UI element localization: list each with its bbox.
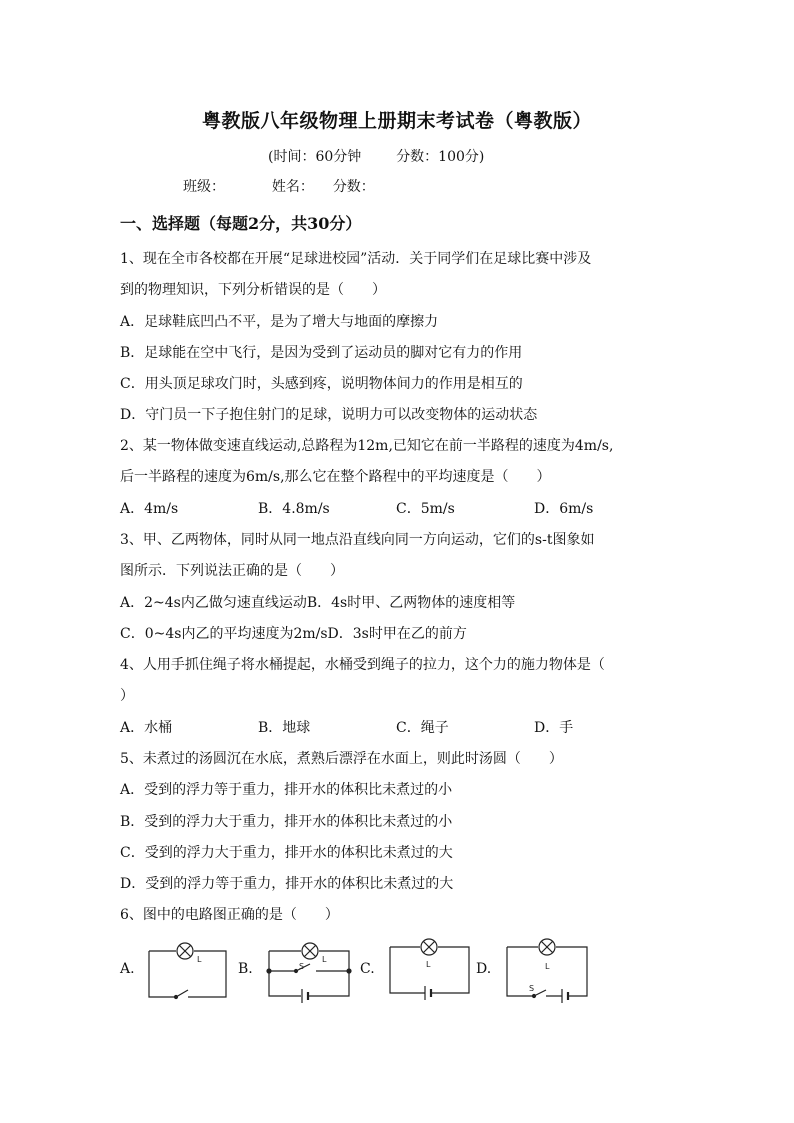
q5-option-d: D．受到的浮力等于重力，排开水的体积比未煮过的大 [120, 876, 454, 892]
q6-label-b: B. [238, 961, 253, 977]
q4-option-d: D．手 [534, 720, 574, 736]
switch-icon [533, 990, 547, 998]
section-heading: 一、选择题（每题2分，共30分） [120, 214, 362, 233]
q2-option-b: B．4.8m/s [258, 501, 330, 517]
q1-option-a: A．足球鞋底凹凸不平，是为了增大与地面的摩擦力 [120, 314, 439, 330]
lamp-label-b: L [322, 955, 327, 964]
exam-subtitle [268, 146, 484, 166]
circuit-a [149, 943, 226, 999]
q6-label-d: D. [476, 961, 492, 977]
q4-stem-line2: ） [120, 688, 134, 704]
q2-option-a: A．4m/s [120, 501, 179, 517]
lamp-label-c: L [426, 960, 431, 969]
lamp-icon [177, 943, 193, 959]
lamp-label-d: L [545, 962, 550, 971]
q1-option-d: D．守门员一下子抱住射门的足球，说明力可以改变物体的运动状态 [120, 407, 538, 423]
q4-stem-line1: 4、人用手抓住绳子将水桶提起，水桶受到绳子的拉力，这个力的施力物体是（ [120, 657, 605, 673]
q5-option-b: B．受到的浮力大于重力，排开水的体积比未煮过的小 [120, 814, 453, 830]
q6-label-a: A. [120, 961, 135, 977]
q6-label-c: C. [360, 961, 375, 977]
exam-total-score: 分数：100分) [396, 149, 485, 165]
circuit-c-wires [390, 947, 469, 993]
page-title: 粤教版八年级物理上册期末考试卷（粤教版） [201, 110, 592, 132]
switch-icon [175, 990, 189, 999]
circuit-b [267, 943, 351, 1003]
junction-dot [347, 969, 351, 973]
q1-option-b: B．足球能在空中飞行，是因为受到了运动员的脚对它有力的作用 [120, 345, 523, 361]
junction-dot [267, 969, 271, 973]
lamp-icon [421, 939, 437, 955]
q2-stem-line1: 2、某一物体做变速直线运动,总路程为12m,已知它在前一半路程的速度为4m/s, [120, 438, 614, 454]
circuit-a-wires [149, 951, 226, 997]
battery-icon [562, 989, 568, 1003]
q3-options-cd: C．0~4s内乙的平均速度为2m/sD．3s时甲在乙的前方 [120, 626, 467, 642]
q3-stem-line1: 3、甲、乙两物体，同时从同一地点沿直线向同一方向运动，它们的s-t图象如 [120, 532, 595, 548]
class-label: 班级： [183, 179, 225, 195]
name-label: 姓名： [271, 179, 314, 195]
points-label: 分数： [332, 179, 375, 195]
circuit-d-wires [507, 947, 587, 996]
q2-option-d: D．6m/s [534, 501, 594, 517]
battery-icon [425, 986, 431, 1000]
student-info [183, 176, 375, 196]
q4-option-c: C．绳子 [396, 720, 449, 736]
q3-stem-line2: 图所示．下列说法正确的是（ ） [120, 563, 344, 579]
lamp-label-a: L [197, 955, 202, 964]
q2-stem-line2: 后一半路程的速度为6m/s,那么它在整个路程中的平均速度是（ ） [120, 469, 551, 485]
q1-stem-line1: 1、现在全市各校都在开展“足球进校园”活动．关于同学们在足球比赛中涉及 [120, 251, 592, 267]
lamp-icon [539, 939, 555, 955]
circuit-d [507, 939, 587, 1003]
lamp-icon [302, 943, 318, 959]
exam-time: (时间：60分钟 [268, 149, 362, 165]
q1-stem-line2: 到的物理知识，下列分析错误的是（ ） [120, 282, 386, 298]
q6-stem: 6、图中的电路图正确的是（ ） [120, 907, 339, 923]
switch-label-b: S [299, 962, 305, 971]
q4-option-b: B．地球 [258, 720, 311, 736]
circuit-c [390, 939, 469, 1000]
switch-icon [295, 964, 311, 973]
q4-option-a: A．水桶 [120, 720, 173, 736]
switch-label-d: S [529, 984, 535, 993]
q5-option-c: C．受到的浮力大于重力，排开水的体积比未煮过的大 [120, 845, 453, 861]
q3-options-ab: A．2~4s内乙做匀速直线运动B．4s时甲、乙两物体的速度相等 [120, 595, 516, 611]
q5-stem: 5、未煮过的汤圆沉在水底，煮熟后漂浮在水面上，则此时汤圆（ ） [120, 751, 563, 767]
q2-option-c: C．5m/s [396, 501, 455, 517]
q5-option-a: A．受到的浮力等于重力，排开水的体积比未煮过的小 [120, 782, 453, 798]
q1-option-c: C．用头顶足球攻门时，头感到疼，说明物体间力的作用是相互的 [120, 376, 523, 392]
circuit-b-wires [269, 951, 349, 996]
battery-icon [302, 989, 308, 1003]
